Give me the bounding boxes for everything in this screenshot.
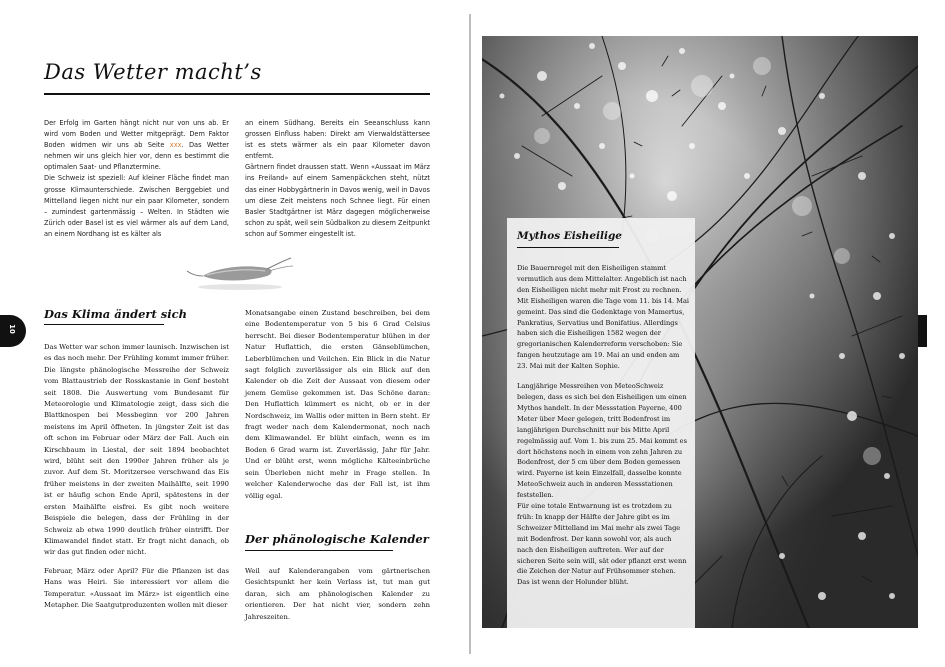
sidebar-box <box>507 218 695 628</box>
klima-paragraph-3: Monatsangabe einen Zustand beschreiben, bei dem eine Bodentemperatur von 5 bis 6 Grad Celsius herrscht. Bei dieser Bodentemperatur blühen in der Natur Huflattich, die ersten Gänseblümchen, Leberblümchen und Veilchen. Ein Blick in die Natur sagt folglich zuverlässiger als ein Blick auf den Kalender ob die Zeit der Aussaat von diesem oder jenem Gemüse gekommen ist. Das Schöne daran: Den Huflattich kümmert es nicht, ob er in der Nordschweiz, im Wallis oder mitten in Bern steht. Er fragt weder nach dem Kalendermonat, noch nach dem Klimawandel. Er blüht einfach, wenn es im Boden 6 Grad warm ist. Zuverlässig, Jahr für Jahr. Und er blüht erst, wenn mögliche Kälteeinbrüche sein Überleben nicht mehr in Frage stellen. In welcher Kalenderwoche das der Fall ist, ist ihm völlig egal. <box>245 309 430 500</box>
sidebar-paragraph-3: Für eine totale Entwarnung ist es trotzdem zu früh: In knapp der Hälfte der Jahre gibt es im Schweizer Mittelland im Mai mehr als zwei Tage mit Bodenfrost. Der kann sowohl vor, als auch nach den Eisheiligen auftreten. Wer auf der sicheren Seite sein will, sät oder pflanzt erst wenn die Zeichen der Natur auf Frühsommer stehen. Das ist wenn der Holunder blüht. <box>517 502 687 587</box>
page-number-left: 10 <box>7 324 16 334</box>
intro-paragraph-3: an einem Südhang. Bereits ein Seeanschluss kann grossen Einfluss haben: Direkt am Vierwaldstättersee ist es stets wärmer als ein paar Kilometer davon entfernt. <box>245 119 430 161</box>
intro-column-1 <box>44 118 229 240</box>
sidebar-title-rule <box>517 247 619 248</box>
sidebar-paragraph-2: Langjährige Messreihen von MeteoSchweiz belegen, dass es sich bei den Eisheiligen um einen Mythos handelt. In der Messstation Payerne, 400 Meter über Meer gelegen, tritt Bodenfrost im langjährigen Durchschnitt nur bis Mitte April regelmässig auf. Vom 1. bis zum 25. Mai kommt es dort höchstens noch in einem von zehn Jahren zu Bodenfrost, der 5 cm über dem Boden gemessen wird. Payerne ist kein Einzelfall, dasselbe konnte MeteoSchweiz auch in anderen Messstationen feststellen. <box>517 382 687 500</box>
kalender-column <box>245 566 430 623</box>
page-gutter <box>469 14 471 654</box>
sidebar-paragraph-1: Die Bauernregel mit den Eisheiligen stammt vermutlich aus dem Mittelalter. Angeblich ist nach den Eisheiligen nicht mehr mit Frost zu rechnen. Mit Eisheiligen waren die Tage vom 11. bis 14. Mai gemeint. Das sind die Gedenktage von Mamertus, Pankratius, Servatius und Bonifatius. Allerdings haben sich die Eisheiligen 1582 wegen der gregorianischen Kalenderreform verschoben: Sie fangen heutzutage am 19. Mai an und enden am 23. Mai mit der Kalten Sophie. <box>517 264 689 371</box>
heading-kalender: Der phänologische Kalender <box>245 532 429 546</box>
heading-klima-rule <box>44 324 164 325</box>
kalender-paragraph-1: Weil auf Kalenderangaben vom gärtnerischen Gesichtspunkt her kein Verlass ist, tut man gut daran, sich am phänologischen Kalender zu orientieren. Der hat nicht vier, sondern zehn Jahreszeiten. <box>245 567 430 621</box>
carrot-image <box>185 254 295 292</box>
page-reference: xxx <box>169 141 182 150</box>
sidebar-title: Mythos Eisheilige <box>517 230 622 242</box>
intro-paragraph-4: Gärtnern findet draussen statt. Wenn «Aussaat im März ins Freiland» auf einem Samenpäckchen steht, nützt das einer Hobbygärtnerin in Davos wenig, weil in Davos um diese Zeit meistens noch Schnee liegt. Für einen Basler Stadtgärtner ist März dagegen möglicherweise schon zu spät, weil sein Südbalkon zu diesem Zeitpunkt schon auf Sommer eingestellt ist. <box>245 163 430 238</box>
intro-paragraph-2: Die Schweiz ist speziell: Auf kleiner Fläche findet man grosse Klimaunterschiede. Zwischen Berggebiet und Mittelland liegen nicht nur ein paar Kilometer, sondern – zumindest gartenmässig – Welten. In Städten wie Zürich oder Basel ist es viel wärmer als auf dem Land, an einem Nordhang ist es kälter als <box>44 174 229 238</box>
klima-column-2 <box>245 308 430 502</box>
heading-kalender-rule <box>245 550 393 551</box>
intro-column-2 <box>245 118 430 240</box>
page-title: Das Wetter macht’s <box>44 60 262 84</box>
intro-text: Der Erfolg im Garten hängt nicht nur von uns ab. Er wird vom Boden und Wetter mitgeprägt. Dem Faktor Boden widmen wir uns ab Seite <box>44 119 229 150</box>
heading-klima: Das Klima ändert sich <box>44 307 188 321</box>
klima-paragraph-1: Das Wetter war schon immer launisch. Inzwischen ist es das noch mehr. Der Frühling kommt immer früher. Die längste phänologische Messreihe der Schweiz vom Blattaustrieb der Rosskastanie in Genf besteht seit 1808. Die Auswertung vom Bundesamt für Meteorologie und Klimatologie zeigt, dass sich die Blattknospen bei Messbeginn vor 200 Jahren meistens im April öffneten. In jüngster Zeit ist das oft schon im Februar oder März der Fall. Auch ein Kirschbaum in Liestal, der seit 1894 beobachtet wird, blüht seit den 1990er Jahren früher als je zuvor. Auf dem St. Moritzersee verschwand das Eis früher meistens in der zweiten Maihälfte, seit 1990 ist er häufig schon Ende April, spätestens in der ersten Maihälfte eisfrei. Es gibt noch weitere Beispiele die belegen, dass der Frühling in der Schweiz ab etwa 1990 deutlich früher eintrifft. Der Klimawandel findet statt. Er fragt nicht danach, ob wir das gut finden oder nicht. <box>44 343 229 557</box>
title-rule <box>44 93 430 95</box>
sidebar-text <box>517 263 689 588</box>
klima-column-1 <box>44 342 229 611</box>
klima-paragraph-2: Februar, März oder April? Für die Pflanzen ist das Hans was Heiri. Sie interessiert vor allem die Temperatur. «Aussaat im März» ist eigentlich eine Metapher. Die Saatgutproduzenten wollen mit dieser <box>44 566 229 609</box>
intro-paragraph-1 <box>44 118 229 173</box>
intro-text: . Das Wetter nehmen wir uns gleich hier vor, denn es bestimmt die optimalen Saat- und Pflanztermine. <box>44 141 229 172</box>
